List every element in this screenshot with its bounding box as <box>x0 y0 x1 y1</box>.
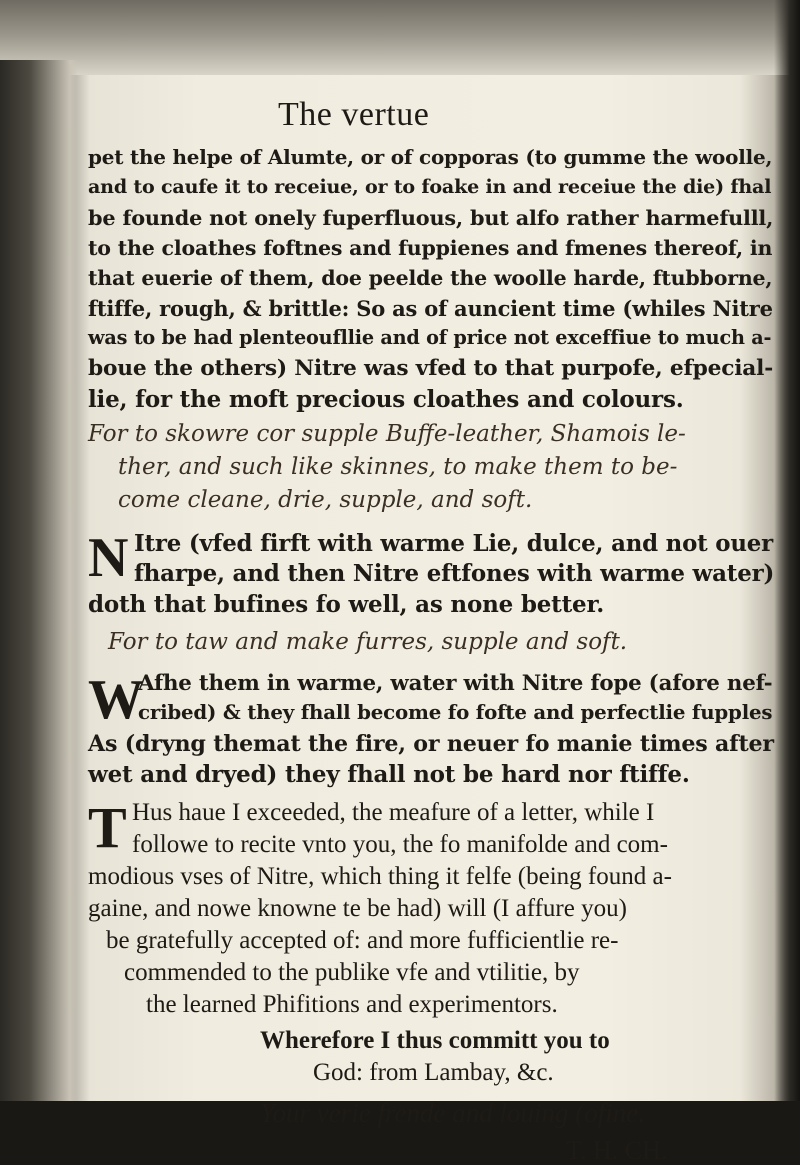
text-line: Afhe them in warme, water with Nitre fope (afore nef- <box>138 671 773 696</box>
page-title: The vertue <box>278 96 430 133</box>
binding-gutter <box>0 60 78 1101</box>
handwritten-line: come cleane, drie, supple, and soft. <box>118 487 533 513</box>
text-line: cribed) & they fhall become fo fofte and perfectlie fupples <box>138 700 773 724</box>
text-line: Hus haue I exceeded, the meafure of a letter, while I <box>132 799 655 826</box>
handwritten-line: For to skowre cor supple Buffe-leather, Shamois le- <box>88 421 686 447</box>
scan-top-shadow <box>0 0 800 75</box>
text-line: modious vses of Nitre, which thing it felfe (being found a- <box>88 863 672 890</box>
text-line: As (dryng themat the fire, or neuer fo manie times after <box>88 731 774 757</box>
signature-initials: T. H. CH. <box>566 1136 668 1165</box>
drop-cap: T <box>88 795 127 860</box>
text-line: pet the helpe of Alumte, or of copporas (to gumme the woolle, <box>88 145 773 169</box>
text-line: be gratefully accepted of: and more fufficientlie re- <box>106 927 619 954</box>
text-line: was to be had plenteoufllie and of price not exceffiue to much a- <box>88 326 772 349</box>
text-line: the learned Phifitions and experimentors. <box>146 991 558 1018</box>
text-line: boue the others) Nitre was vfed to that purpofe, efpecial- <box>88 356 774 381</box>
text-line: that euerie of them, doe peelde the woolle harde, ftubborne, <box>88 266 773 290</box>
text-line: to the cloathes foftnes and fuppienes and fmenes thereof, in <box>88 236 773 260</box>
text-line: gaine, and nowe knowne te be had) will (I affure you) <box>88 895 627 922</box>
text-line: ftiffe, rough, & brittle: So as of auncient time (whiles Nitre <box>88 296 773 321</box>
text-line: lie, for the moft precious cloathes and colours. <box>88 386 684 413</box>
text-line: followe to recite vnto you, the fo manifolde and com- <box>132 831 668 858</box>
handwritten-line: For to taw and make furres, supple and soft. <box>108 629 628 655</box>
drop-cap: N <box>88 527 129 589</box>
text-line: and to caufe it to receiue, or to foake in and receiue the die) fhal <box>88 176 772 198</box>
text-line: doth that bufines fo well, as none better. <box>88 591 605 618</box>
blessing-line: God: from Lambay, &c. <box>313 1059 554 1086</box>
text-line: fharpe, and then Nitre eftfones with warme water) <box>134 560 775 587</box>
text-line: commended to the publike vfe and vtilitie, by <box>124 959 580 986</box>
page-edge-shadow <box>774 0 800 1101</box>
handwritten-line: ther, and such like skinnes, to make them to be- <box>118 454 678 480</box>
closing-line: Wherefore I thus committ you to <box>260 1027 610 1054</box>
text-line: be founde not onely fuperfluous, but alfo rather harmefulll, <box>88 205 774 230</box>
text-line: Itre (vfed firft with warme Lie, dulce, and not ouer <box>134 531 773 557</box>
drop-cap: W <box>88 669 144 731</box>
sign-off: Your verie frende and louing (ofine. <box>260 1098 645 1128</box>
text-line: wet and dryed) they fhall not be hard nor ftiffe. <box>88 761 690 788</box>
